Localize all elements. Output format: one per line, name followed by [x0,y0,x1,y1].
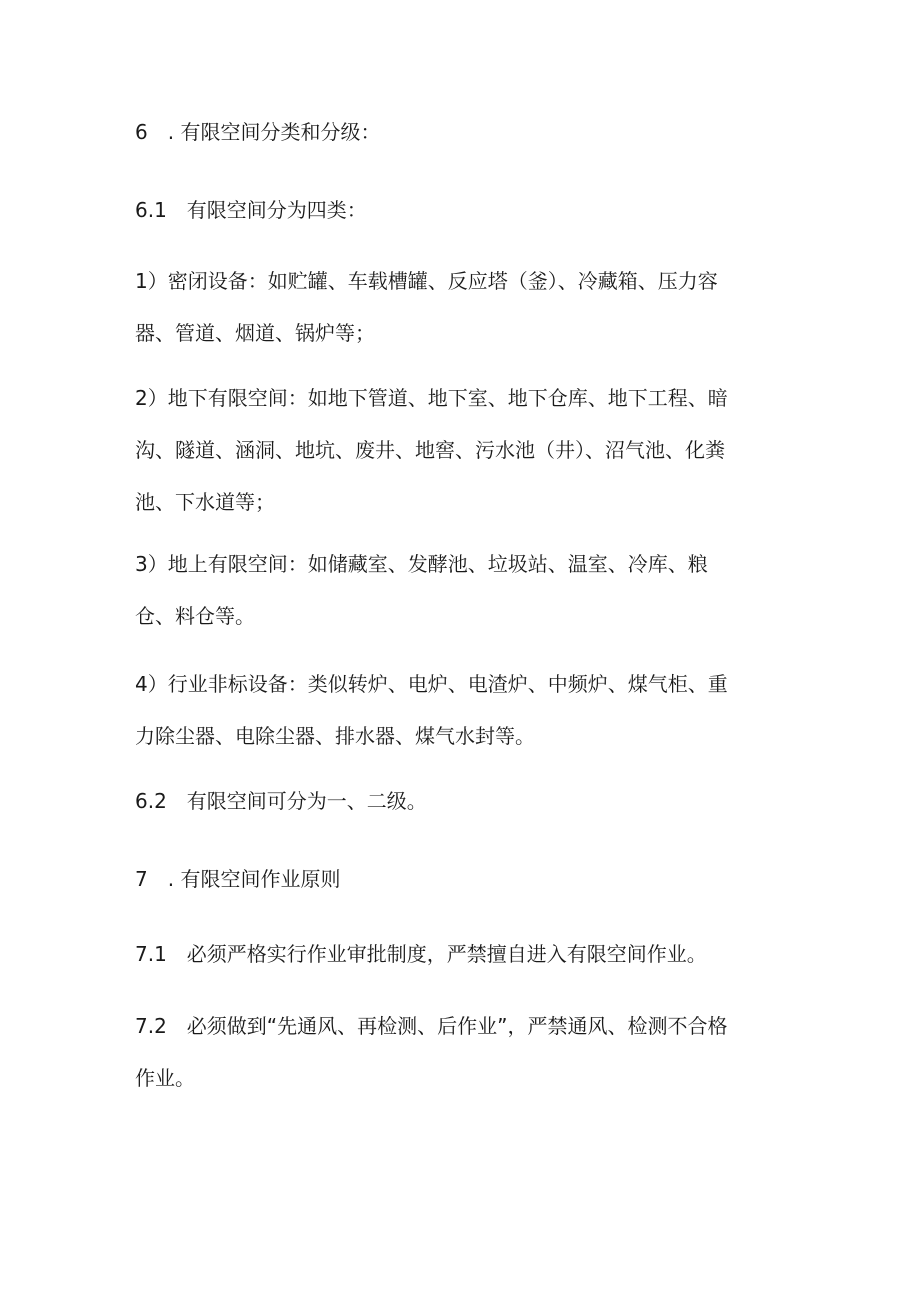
paragraph-item-3 [135,538,795,642]
paragraph-item-4 [135,658,795,762]
text-line: 器、管道、烟道、锅炉等； [135,321,375,345]
text-line: 仓、料仓等。 [135,604,255,628]
text-line: 1）密闭设备：如贮罐、车载槽罐、反应塔（釜）、冷藏箱、压力容 [135,269,718,293]
text-line: 4）行业非标设备：类似转炉、电炉、电渣炉、中频炉、煤气柜、重 [135,672,728,696]
text-line: 3）地上有限空间：如储藏室、发酵池、垃圾站、温室、冷库、粮 [135,552,708,576]
text-line: 力除尘器、电除尘器、排水器、煤气水封等。 [135,724,535,748]
paragraph-section-7 [135,853,795,905]
paragraph-6-2 [135,775,795,827]
paragraph-7-1 [135,928,795,980]
paragraph-item-2 [135,372,795,528]
text-line: 沟、隧道、涵洞、地坑、废井、地窖、污水池（井）、沼气池、化粪 [135,438,725,462]
text-line: 7.1 必须严格实行作业审批制度，严禁擅自进入有限空间作业。 [135,942,707,966]
text-line: 7 . 有限空间作业原则 [135,867,341,891]
paragraph-6-1 [135,184,795,236]
text-line: 6.1 有限空间分为四类： [135,198,367,222]
paragraph-item-1 [135,255,795,359]
text-line: 7.2 必须做到“先通风、再检测、后作业”，严禁通风、检测不合格 [135,1014,728,1038]
text-line: 池、下水道等； [135,490,275,514]
text-line: 2）地下有限空间：如地下管道、地下室、地下仓库、地下工程、暗 [135,386,728,410]
paragraph-7-2 [135,1000,795,1104]
paragraph-section-6 [135,106,795,158]
text-line: 6 . 有限空间分类和分级： [135,120,381,144]
text-line: 作业。 [135,1066,195,1090]
text-line: 6.2 有限空间可分为一、二级。 [135,789,427,813]
